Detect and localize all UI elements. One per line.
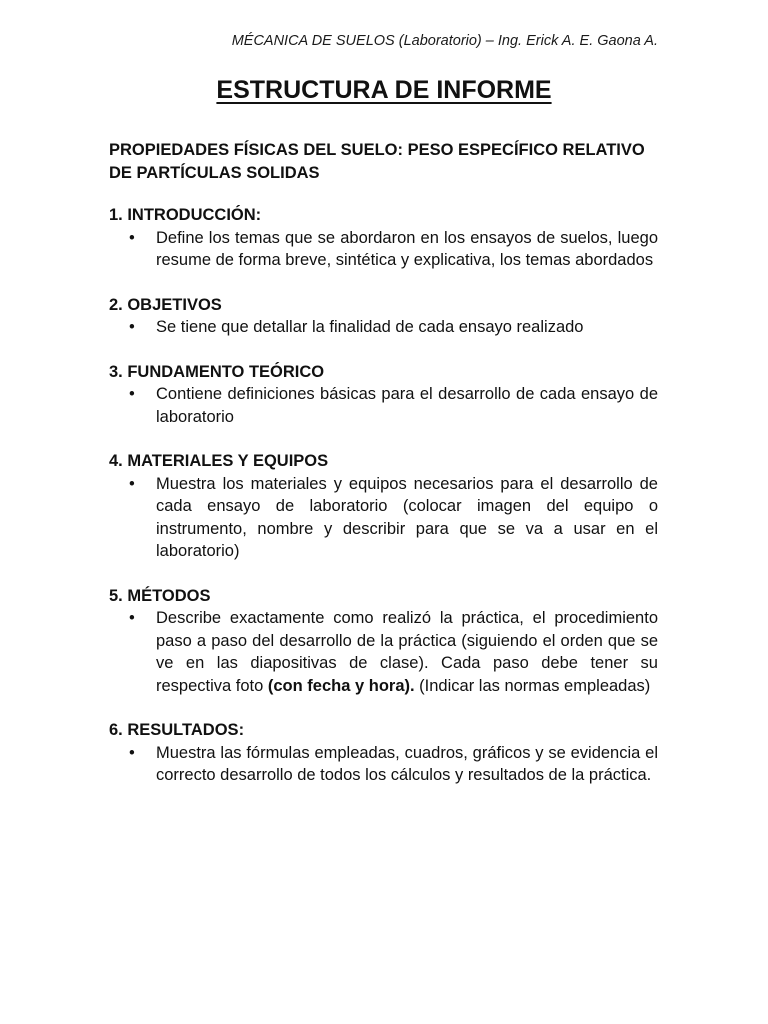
section-introduccion (109, 204, 658, 272)
section-fundamento-teorico (109, 361, 658, 429)
section-heading: 5. MÉTODOS (109, 586, 211, 605)
bullet-list (109, 227, 658, 272)
list-item (109, 473, 658, 563)
section-heading: 6. RESULTADOS: (109, 721, 245, 739)
section-heading: 3. FUNDAMENTO TEÓRICO (109, 362, 325, 381)
list-item (109, 383, 658, 428)
running-header: MÉCANICA DE SUELOS (Laboratorio) – Ing. Erick A. E. Gaona A. (231, 33, 658, 49)
bullet-text: Muestra las fórmulas empleadas, cuadros, gráficos y se evidencia el correcto desarrollo de todos los cálculos y resultados de la práctica. (156, 743, 658, 784)
bullet-icon: • (129, 228, 135, 247)
section-metodos (109, 585, 658, 698)
section-objetivos (109, 294, 658, 339)
section-heading: 4. MATERIALES Y EQUIPOS (109, 452, 329, 470)
list-item (109, 742, 658, 787)
bullet-list (109, 383, 658, 428)
bullet-list (109, 473, 658, 563)
bullet-text-emphasis: (con fecha y hora). (267, 676, 415, 695)
bullet-text: (Indicar las normas empleadas) (414, 676, 651, 695)
bullet-text: Contiene definiciones básicas para el desarrollo de cada ensayo de laboratorio (156, 385, 658, 426)
section-heading: 2. OBJETIVOS (109, 295, 222, 314)
section-heading: 1. INTRODUCCIÓN: (109, 206, 262, 224)
bullet-icon: • (129, 609, 135, 627)
bullet-list (109, 607, 658, 697)
bullet-list (109, 742, 658, 787)
bullet-text: Muestra los materiales y equipos necesarios para el desarrollo de cada ensayo de laboratorio (colocar imagen del equipo o instrumento, nombre y describir para que se va a usar en el laboratorio) (156, 474, 658, 560)
document-subtitle: PROPIEDADES FÍSICAS DEL SUELO: PESO ESPECÍFICO RELATIVO DE PARTÍCULAS SOLIDAS (109, 141, 645, 182)
bullet-list (109, 316, 658, 339)
bullet-text: Define los temas que se abordaron en los ensayos de suelos, luego resume de forma breve, sintética y explicativa, los temas abordados (156, 228, 658, 269)
list-item (109, 607, 658, 697)
bullet-icon: • (129, 474, 135, 493)
bullet-text: Se tiene que detallar la finalidad de cada ensayo realizado (156, 318, 584, 336)
bullet-icon: • (129, 385, 135, 403)
bullet-icon: • (129, 318, 135, 336)
list-item (109, 316, 658, 339)
list-item (109, 227, 658, 272)
document-title: ESTRUCTURA DE INFORME (216, 76, 552, 104)
bullet-icon: • (129, 743, 135, 762)
bullet-text: Describe exactamente como realizó la práctica, el procedimiento paso a paso del desarrollo de la práctica (siguiendo el orden que se ve en las diapositivas de clase). Cada paso debe tener su respectiva foto (156, 609, 658, 695)
section-materiales-y-equipos (109, 450, 658, 563)
document-body (109, 139, 658, 809)
section-resultados (109, 719, 658, 787)
